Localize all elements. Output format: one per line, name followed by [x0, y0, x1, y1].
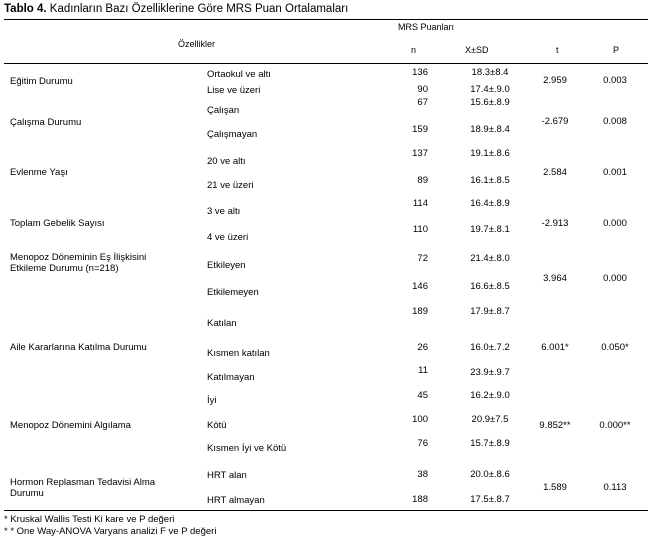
subgroup-label: HRT almayan: [207, 495, 265, 506]
t-value: 6.001*: [541, 342, 569, 353]
subgroup-label: Etkilemeyen: [207, 287, 259, 298]
mean-sd-value: 19.1±.8.6: [470, 148, 510, 159]
mean-sd-value: 17.9±.8.7: [470, 306, 510, 317]
subgroup-label: Katılmayan: [207, 372, 255, 383]
rule-header: [4, 63, 648, 64]
p-value: 0.000**: [599, 420, 631, 431]
n-value: 188: [412, 494, 428, 505]
category-label: Menopoz Döneminin Eş İlişkisini: [10, 252, 147, 263]
t-value: 2.959: [543, 75, 567, 86]
t-value: 2.584: [543, 167, 567, 178]
subgroup-label: Etkileyen: [207, 260, 246, 271]
mean-sd-value: 20.0±.8.6: [470, 469, 510, 480]
header-mrs-puanlari: MRS Puanları: [398, 22, 455, 32]
rule-top: [4, 19, 648, 20]
subgroup-label: Çalışan: [207, 105, 240, 116]
mean-sd-value: 21.4±.8.0: [470, 253, 510, 264]
n-value: 11: [418, 365, 428, 376]
subgroup-label: 20 ve altı: [207, 156, 246, 167]
rule-bottom: [4, 510, 648, 511]
subgroup-label: 21 ve üzeri: [207, 180, 254, 191]
n-value: 114: [412, 198, 428, 209]
n-value: 136: [412, 67, 428, 78]
mean-sd-value: 16.0±.7.2: [470, 342, 510, 353]
mean-sd-value: 17.5±.8.7: [470, 494, 510, 505]
header-n: n: [411, 45, 417, 55]
mean-sd-value: 20.9±7.5: [471, 414, 509, 425]
subgroup-label: Kısmen katılan: [207, 348, 270, 359]
subgroup-label: İyi: [207, 395, 217, 406]
mean-sd-value: 15.6±.8.9: [470, 97, 510, 108]
subgroup-label: 3 ve altı: [207, 206, 241, 217]
category-label: Toplam Gebelik Sayısı: [10, 218, 105, 229]
category-label: Aile Kararlarına Katılma Durumu: [10, 342, 147, 353]
category-label: Menopoz Dönemini Algılama: [10, 420, 131, 431]
p-value: 0.000: [603, 218, 627, 229]
t-value: 1.589: [543, 482, 567, 493]
subgroup-label: Lise ve üzeri: [207, 85, 261, 96]
subgroup-label: Kötü: [207, 420, 227, 431]
mean-sd-value: 19.7±.8.1: [470, 224, 510, 235]
p-value: 0.001: [603, 167, 627, 178]
n-value: 100: [412, 414, 428, 425]
p-value: 0.008: [603, 116, 627, 127]
n-value: 159: [412, 124, 428, 135]
mean-sd-value: 18.9±.8.4: [470, 124, 510, 135]
t-value: -2.679: [541, 116, 569, 127]
n-value: 110: [412, 224, 428, 235]
n-value: 189: [412, 306, 428, 317]
t-value: -2.913: [541, 218, 569, 229]
mean-sd-value: 16.6±.8.5: [470, 281, 510, 292]
category-label: Hormon Replasman Tedavisi Alma: [10, 477, 156, 488]
table-title: Tablo 4. Kadınların Bazı Özelliklerine Göre MRS Puan Ortalamaları: [4, 3, 349, 15]
n-value: 45: [417, 390, 428, 401]
mean-sd-value: 16.2±.9.0: [470, 390, 510, 401]
subgroup-label: Çalışmayan: [207, 129, 258, 140]
n-value: 137: [412, 148, 428, 159]
subgroup-label: Ortaokul ve altı: [207, 69, 271, 80]
n-value: 76: [417, 438, 428, 449]
category-label: Durumu: [10, 488, 44, 499]
mean-sd-value: 18.3±8.4: [471, 67, 509, 78]
header-t: t: [556, 45, 559, 55]
subgroup-label: HRT alan: [207, 470, 247, 481]
p-value: 0.003: [603, 75, 627, 86]
mean-sd-value: 23.9±.9.7: [470, 367, 510, 378]
n-value: 146: [412, 281, 428, 292]
mean-sd-value: 15.7±.8.9: [470, 438, 510, 449]
header-xsd: X±SD: [465, 45, 489, 55]
subgroup-label: Kısmen İyi ve Kötü: [207, 443, 287, 454]
n-value: 38: [417, 469, 428, 480]
subgroup-label: Katılan: [207, 318, 237, 329]
n-value: 26: [417, 342, 428, 353]
category-label: Eğitim Durumu: [10, 76, 73, 87]
category-label: Evlenme Yaşı: [10, 167, 68, 178]
footnote: * Kruskal Wallis Testi Ki kare ve P değeri: [4, 514, 175, 525]
mean-sd-value: 16.4±.8.9: [470, 198, 510, 209]
category-label: Etkileme Durumu (n=218): [10, 263, 119, 274]
n-value: 67: [417, 97, 428, 108]
t-value: 3.964: [543, 273, 567, 284]
mean-sd-value: 16.1±.8.5: [470, 175, 510, 186]
header-ozellikler: Özellikler: [178, 39, 216, 49]
p-value: 0.113: [603, 482, 627, 493]
t-value: 9.852**: [539, 420, 571, 431]
n-value: 89: [417, 175, 428, 186]
p-value: 0.000: [603, 273, 627, 284]
subgroup-label: 4 ve üzeri: [207, 232, 249, 243]
footnote: * * One Way-ANOVA Varyans analizi F ve P değeri: [4, 526, 217, 537]
mean-sd-value: 17.4±.9.0: [470, 84, 510, 95]
category-label: Çalışma Durumu: [10, 117, 82, 128]
header-p: P: [613, 45, 620, 55]
n-value: 72: [417, 253, 428, 264]
p-value: 0.050*: [601, 342, 629, 353]
n-value: 90: [417, 84, 428, 95]
